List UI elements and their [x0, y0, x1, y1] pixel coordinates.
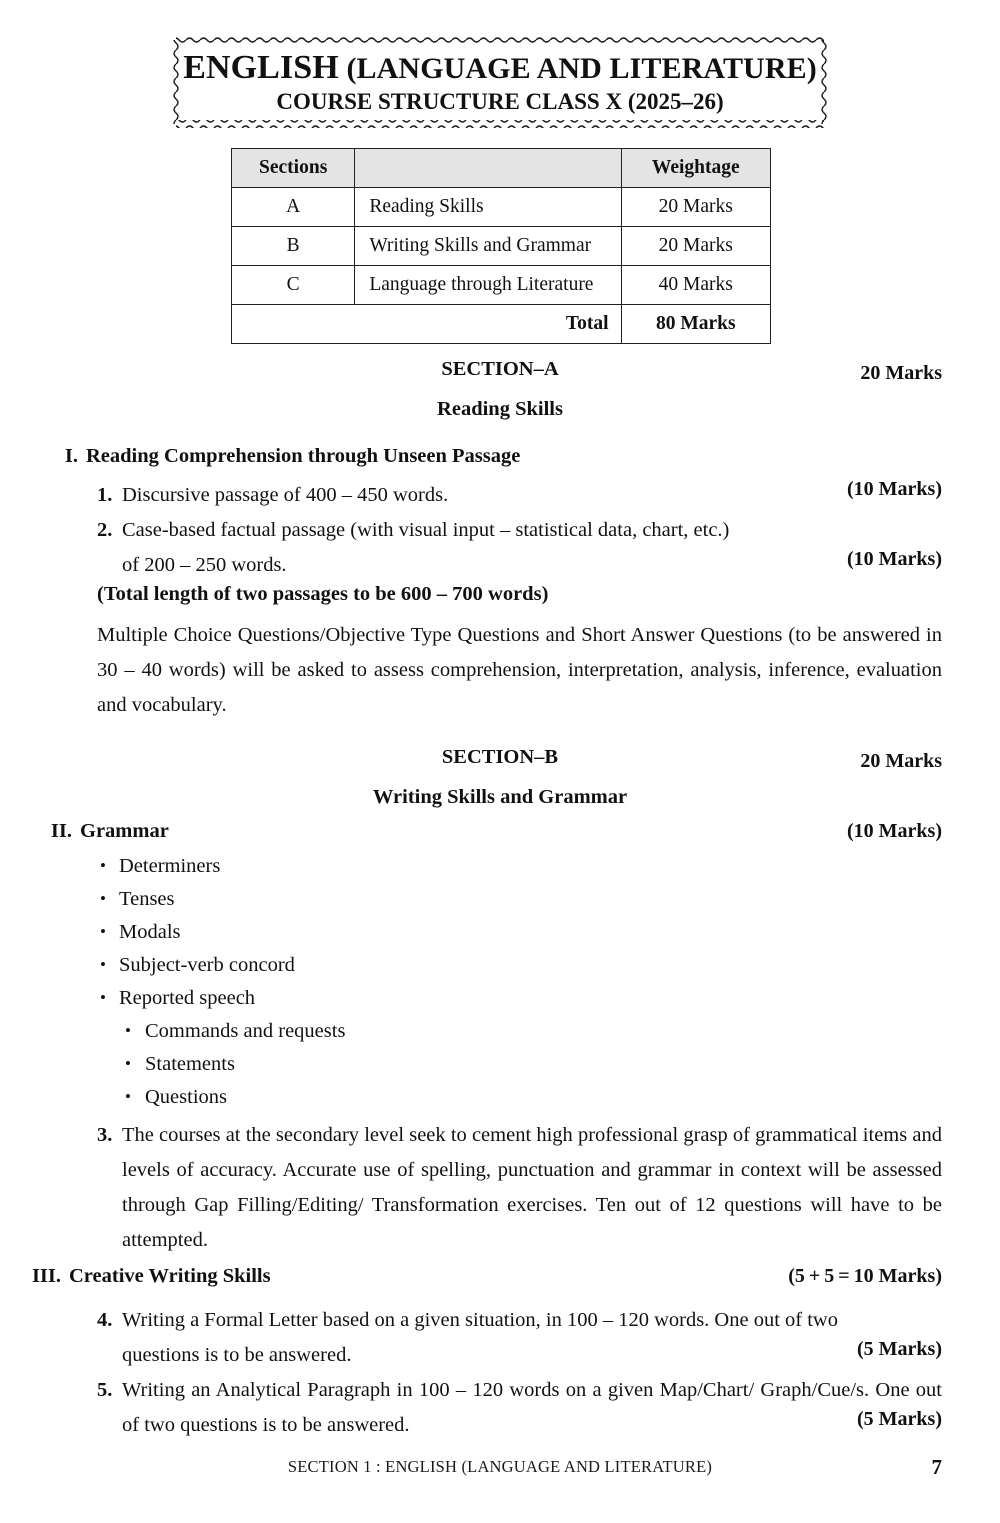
cell-weightage: 20 Marks: [621, 227, 770, 266]
section-a-marks: 20 Marks: [860, 362, 942, 384]
roman-numeral-i: I.: [64, 445, 78, 467]
item-5-marks: (5 Marks): [857, 1408, 942, 1430]
cell-name: Language through Literature: [355, 266, 621, 305]
footer-section-label: SECTION 1 : ENGLISH (LANGUAGE AND LITERATURE): [287, 1457, 713, 1476]
total-length-note: (Total length of two passages to be 600 – 700 words): [97, 583, 549, 605]
heading-creative-writing: [19, 1265, 271, 1288]
list-item: • Determiners: [97, 850, 345, 883]
item-number: 2.: [97, 519, 113, 541]
roman-title-text: Grammar: [80, 820, 169, 842]
section-a-heading: SECTION–A: [441, 358, 559, 380]
item-text: Writing an Analytical Paragraph in 100 – 120 words on a given Map/Chart/ Graph/Cue/s. One out of two questions is to be answered.: [122, 1379, 942, 1436]
list-item: • Tenses: [97, 883, 345, 916]
cell-name: Writing Skills and Grammar: [355, 227, 621, 266]
title-subject-qualifier: (LANGUAGE AND LITERATURE): [338, 51, 817, 85]
item-text: Discursive passage of 400 – 450 words.: [122, 484, 449, 506]
item-number: 4.: [97, 1309, 113, 1331]
cell-name: Reading Skills: [355, 188, 621, 227]
cell-section: C: [232, 266, 355, 305]
heading-reading-comprehension: [36, 445, 520, 468]
list-item-2: [97, 513, 942, 548]
roman-title-text: Creative Writing Skills: [69, 1265, 271, 1287]
cell-section: B: [232, 227, 355, 266]
section-b-subheading: Writing Skills and Grammar: [372, 786, 628, 808]
item-1-marks: (10 Marks): [847, 478, 942, 500]
roman-title-text: Reading Comprehension through Unseen Passage: [86, 445, 521, 467]
section-b-heading: SECTION–B: [441, 746, 559, 768]
section-a-subheading: Reading Skills: [437, 398, 563, 420]
weightage-table: [231, 148, 771, 344]
item-number: 3.: [97, 1124, 113, 1146]
list-item: • Reported speech: [97, 982, 345, 1015]
table-row: [232, 227, 771, 266]
list-item: • Subject-verb concord: [97, 949, 345, 982]
header-blank: [355, 149, 621, 188]
table-total-row: [232, 305, 771, 344]
header-sections: Sections: [232, 149, 355, 188]
item-2-continuation: of 200 – 250 words.: [122, 554, 287, 576]
list-item: • Modals: [97, 916, 345, 949]
table-row: [232, 188, 771, 227]
total-label: Total: [232, 305, 622, 344]
cell-section: A: [232, 188, 355, 227]
item-text: Case-based factual passage (with visual input – statistical data, chart, etc.): [122, 519, 730, 541]
table-row: [232, 266, 771, 305]
heading-grammar: [30, 820, 169, 843]
document-title-line2: COURSE STRUCTURE CLASS X (2025–26): [276, 88, 724, 114]
list-item-1: [97, 478, 942, 513]
item-4-marks: (5 Marks): [857, 1338, 942, 1360]
grammar-topics-list: [97, 850, 345, 1114]
grammar-marks: (10 Marks): [847, 820, 942, 842]
title-box: [172, 36, 828, 128]
list-item-4: [97, 1303, 920, 1373]
section-a-paragraph: Multiple Choice Questions/Objective Type Questions and Short Answer Questions (to be answered in 30 – 40 words) will be asked to assess comprehension, interpretation, analysis, inference, evaluation and vocabulary.: [97, 624, 942, 716]
list-item: • Commands and requests: [97, 1015, 345, 1048]
table-header-row: [232, 149, 771, 188]
item-text: The courses at the secondary level seek to cement high professional grasp of grammatical items and levels of accuracy. Accurate use of spelling, punctuation and grammar in context will be assessed through Gap Filling/Editing/ Transformation exercises. Ten out of 12 questions will have to be attempted.: [122, 1124, 942, 1251]
item-number: 1.: [97, 484, 113, 506]
footer-page-number: 7: [931, 1455, 942, 1479]
document-title-line1: [183, 49, 817, 87]
creative-writing-marks: (5 + 5 = 10 Marks): [788, 1265, 942, 1287]
list-item-5: [97, 1373, 942, 1443]
item-2-marks: (10 Marks): [847, 548, 942, 570]
cell-weightage: 20 Marks: [621, 188, 770, 227]
cell-weightage: 40 Marks: [621, 266, 770, 305]
roman-numeral-iii: III.: [31, 1265, 61, 1287]
list-item: • Statements: [97, 1048, 345, 1081]
list-item-3: [97, 1118, 942, 1258]
title-subject: ENGLISH: [183, 48, 339, 86]
header-weightage: Weightage: [621, 149, 770, 188]
page-footer: [0, 1457, 1000, 1487]
total-value: 80 Marks: [621, 305, 770, 344]
item-number: 5.: [97, 1379, 113, 1401]
roman-numeral-ii: II.: [50, 820, 72, 842]
section-b-marks: 20 Marks: [860, 750, 942, 772]
list-item: • Questions: [97, 1081, 345, 1114]
item-text: Writing a Formal Letter based on a given situation, in 100 – 120 words. One out of two questions is to be answered.: [122, 1309, 838, 1366]
